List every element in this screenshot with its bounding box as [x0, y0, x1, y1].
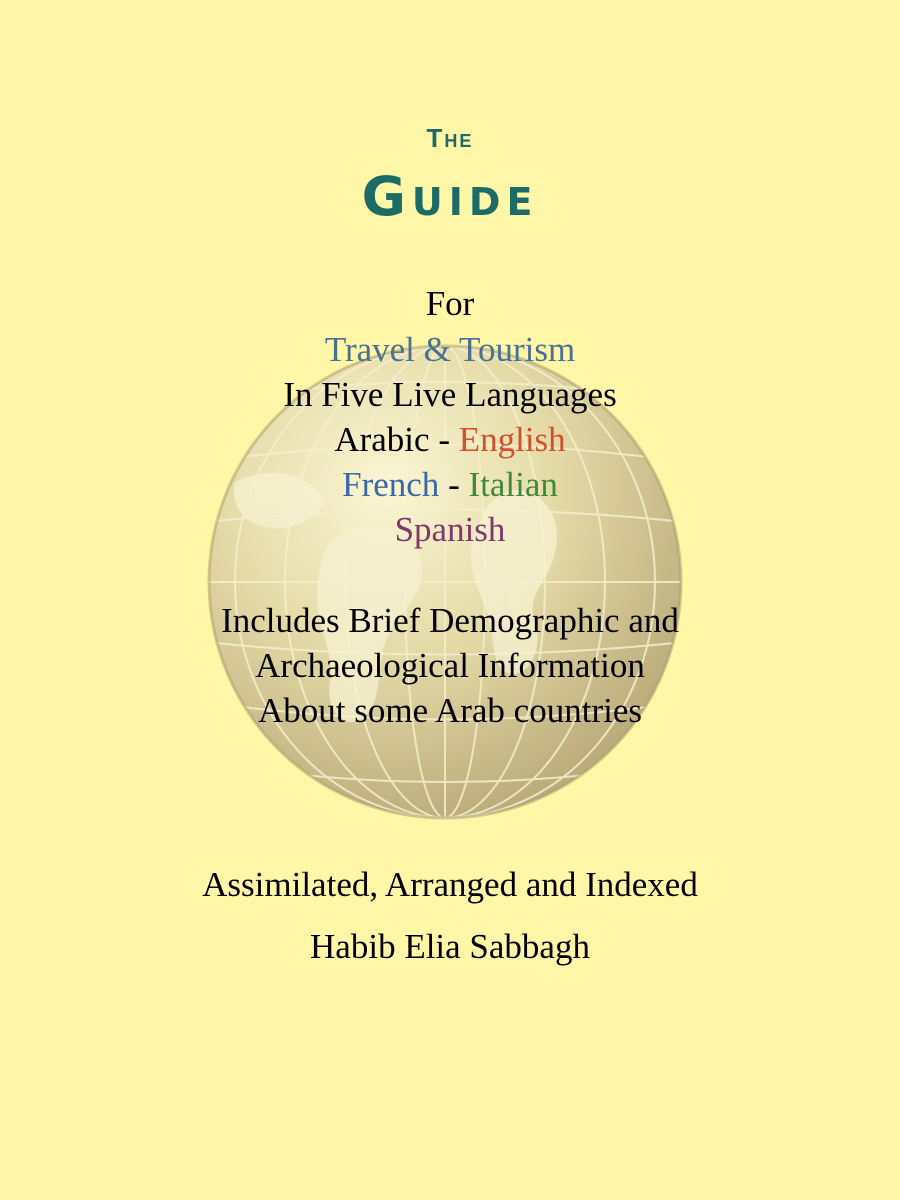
- language-separator: -: [439, 465, 469, 504]
- language-arabic: Arabic: [334, 420, 430, 459]
- for-line: For: [425, 284, 475, 323]
- title-the: The: [426, 123, 474, 153]
- globe-icon: [205, 342, 685, 822]
- language-english: English: [458, 420, 566, 459]
- language-spanish: Spanish: [394, 510, 506, 549]
- author-name: Habib Elia Sabbagh: [310, 927, 590, 966]
- title-guide: Guide: [361, 165, 539, 228]
- french-italian-line: [0, 467, 900, 502]
- language-separator: -: [429, 420, 459, 459]
- travel-tourism-line: Travel & Tourism: [324, 330, 576, 369]
- language-italian: Italian: [468, 465, 558, 504]
- language-french: French: [342, 465, 440, 504]
- includes-line-2: Archaeological Information: [255, 646, 645, 685]
- five-languages-line: In Five Live Languages: [283, 375, 617, 414]
- includes-line-1: Includes Brief Demographic and: [221, 601, 679, 640]
- includes-line-3: About some Arab countries: [258, 691, 642, 730]
- arabic-english-line: [0, 422, 900, 457]
- credit-line: Assimilated, Arranged and Indexed: [202, 865, 698, 904]
